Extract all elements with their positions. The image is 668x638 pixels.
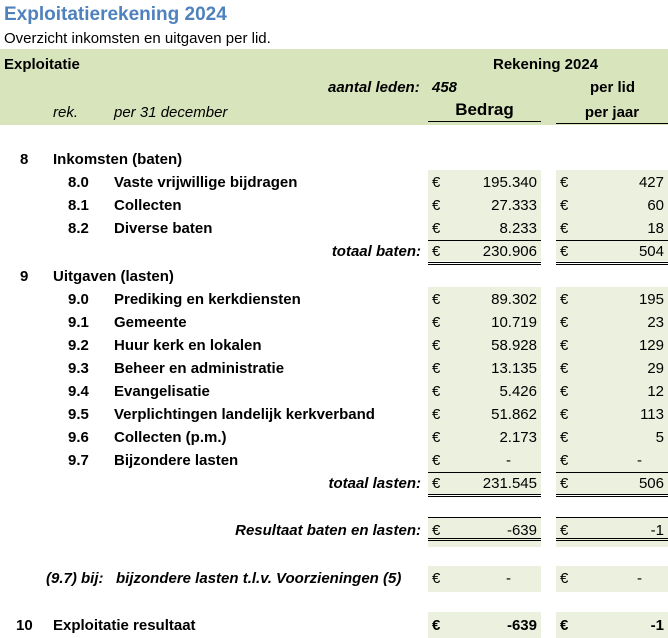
- total-amount-value: 230.906: [482, 243, 537, 260]
- exploitatie-result-per-lid-cell: [556, 617, 668, 637]
- euro-sign: €: [432, 429, 441, 446]
- row-code: 9.2: [68, 337, 89, 354]
- result-amount-cell: [428, 517, 541, 541]
- bijzonder-amount-cell: [428, 570, 541, 590]
- per-lid-value: 23: [647, 314, 664, 331]
- row-label: Collecten (p.m.): [114, 429, 227, 446]
- amount-cell: [428, 197, 541, 217]
- euro-sign: €: [560, 291, 569, 308]
- amount-value: 195.340: [482, 174, 537, 191]
- table-row: [0, 197, 668, 220]
- header-aantal-label: aantal leden:: [328, 79, 420, 96]
- per-lid-cell: [556, 291, 668, 311]
- total-per-lid-cell: [556, 475, 668, 497]
- total-row-baten: [0, 243, 668, 267]
- per-lid-value: 427: [638, 174, 664, 191]
- amount-value: 5.426: [499, 383, 537, 400]
- exploitatie-result-code: 10: [16, 617, 33, 634]
- per-lid-value: 129: [638, 337, 664, 354]
- row-label: Beheer en administratie: [114, 360, 285, 377]
- euro-sign: €: [560, 570, 569, 587]
- per-lid-cell: [556, 197, 668, 217]
- euro-sign: €: [560, 337, 569, 354]
- per-lid-cell: [556, 429, 668, 449]
- euro-sign: €: [560, 243, 569, 260]
- exploitatie-result-row: [0, 617, 668, 638]
- amount-cell: [428, 314, 541, 334]
- row-code: 8.2: [68, 220, 89, 237]
- euro-sign: €: [432, 220, 441, 237]
- total-per-lid-cell: [556, 243, 668, 265]
- euro-sign: €: [432, 475, 441, 492]
- euro-sign: €: [432, 452, 441, 469]
- euro-sign: €: [432, 337, 441, 354]
- section-label-inkomsten: Inkomsten (baten): [53, 151, 183, 168]
- amount-value: 51.862: [491, 406, 537, 423]
- table-row: [0, 452, 668, 475]
- euro-sign: €: [432, 617, 441, 634]
- amount-cell: [428, 383, 541, 403]
- total-row-lasten: [0, 475, 668, 499]
- header-per-jaar: per jaar: [556, 104, 668, 124]
- per-lid-value: 113: [640, 406, 664, 423]
- row-label: Bijzondere lasten: [114, 452, 239, 469]
- per-lid-cell: [556, 314, 668, 334]
- euro-sign: €: [560, 617, 569, 634]
- row-label: Evangelisatie: [114, 383, 210, 400]
- exploitatie-result-per-lid-value: -1: [650, 617, 664, 634]
- total-amount-value: 231.545: [482, 475, 537, 492]
- per-lid-value: 12: [647, 383, 664, 400]
- total-label: totaal baten:: [331, 243, 421, 260]
- result-per-lid-value: -1: [650, 522, 664, 539]
- row-label: Verplichtingen landelijk kerkverband: [114, 406, 375, 423]
- row-label: Huur kerk en lokalen: [114, 337, 262, 354]
- total-per-lid-value: 506: [638, 475, 664, 492]
- amount-cell: [428, 360, 541, 380]
- per-lid-cell: [556, 337, 668, 357]
- bijzonder-per-lid-cell: [556, 570, 668, 590]
- amount-value: 13.135: [491, 360, 537, 377]
- header-per-lid: per lid: [590, 79, 636, 96]
- table-row: [0, 174, 668, 197]
- result-amount-value: -639: [506, 522, 537, 539]
- row-label: Gemeente: [114, 314, 187, 331]
- table-row: [0, 220, 668, 243]
- page-title: Exploitatierekening 2024: [4, 4, 227, 25]
- header-rekening: Rekening 2024: [493, 56, 599, 73]
- per-lid-value: 18: [647, 220, 664, 237]
- section-label-uitgaven: Uitgaven (lasten): [53, 268, 174, 285]
- per-lid-cell: [556, 174, 668, 194]
- table-row: [0, 337, 668, 360]
- amount-cell: [428, 429, 541, 449]
- exploitatie-result-amount-value: -639: [506, 617, 537, 634]
- euro-sign: €: [560, 383, 569, 400]
- bijzonder-row: [0, 570, 668, 592]
- row-code: 9.1: [68, 314, 89, 331]
- table-row: [0, 429, 668, 452]
- row-code: 8.1: [68, 197, 89, 214]
- header-exploitatie: Exploitatie: [4, 56, 80, 73]
- amount-cell: [428, 220, 541, 241]
- amount-cell: [428, 291, 541, 311]
- total-label: totaal lasten:: [328, 475, 421, 492]
- euro-sign: €: [560, 360, 569, 377]
- per-lid-value: 195: [638, 291, 664, 308]
- row-code: 9.6: [68, 429, 89, 446]
- euro-sign: €: [560, 406, 569, 423]
- row-code: 9.5: [68, 406, 89, 423]
- row-label: Collecten: [114, 197, 182, 214]
- euro-sign: €: [432, 243, 441, 260]
- amount-value: 10.719: [491, 314, 537, 331]
- per-lid-value: -: [637, 452, 642, 469]
- table-row: [0, 291, 668, 314]
- per-lid-cell: [556, 360, 668, 380]
- euro-sign: €: [432, 174, 441, 191]
- euro-sign: €: [560, 475, 569, 492]
- table-row: [0, 360, 668, 383]
- table-row: [0, 383, 668, 406]
- amount-value: 2.173: [499, 429, 537, 446]
- section-code-inkomsten: 8: [20, 151, 29, 168]
- section-code-uitgaven: 9: [20, 268, 29, 285]
- bijzonder-label: (9.7) bij: bijzondere lasten t.l.v. Voorzieningen (5): [46, 570, 402, 587]
- amount-cell: [428, 406, 541, 426]
- header-bedrag: Bedrag: [428, 100, 541, 122]
- per-lid-value: 5: [655, 429, 664, 446]
- per-lid-value: 60: [647, 197, 664, 214]
- amount-cell: [428, 174, 541, 194]
- euro-sign: €: [560, 220, 569, 237]
- header-aantal-value: 458: [432, 79, 458, 96]
- bijzonder-amount-value: -: [506, 570, 511, 587]
- euro-sign: €: [560, 429, 569, 446]
- euro-sign: €: [560, 522, 569, 539]
- euro-sign: €: [432, 522, 441, 539]
- table-row: [0, 314, 668, 337]
- row-code: 9.4: [68, 383, 89, 400]
- amount-value: 8.233: [499, 220, 537, 237]
- row-code: 9.3: [68, 360, 89, 377]
- amount-value: 27.333: [491, 197, 537, 214]
- page-subtitle: Overzicht inkomsten en uitgaven per lid.: [4, 30, 271, 47]
- per-lid-cell: [556, 452, 668, 473]
- header-rek: rek.: [53, 104, 79, 121]
- bijzonder-per-lid-value: -: [637, 570, 642, 587]
- euro-sign: €: [432, 314, 441, 331]
- euro-sign: €: [432, 406, 441, 423]
- per-lid-cell: [556, 383, 668, 403]
- amount-value: 89.302: [491, 291, 537, 308]
- table-row: [0, 406, 668, 429]
- row-label: Diverse baten: [114, 220, 213, 237]
- euro-sign: €: [432, 197, 441, 214]
- result-per-lid-cell: [556, 517, 668, 541]
- per-lid-cell: [556, 406, 668, 426]
- euro-sign: €: [560, 314, 569, 331]
- euro-sign: €: [432, 360, 441, 377]
- row-code: 9.0: [68, 291, 89, 308]
- exploitatie-result-label: Exploitatie resultaat: [53, 617, 196, 634]
- euro-sign: €: [432, 291, 441, 308]
- euro-sign: €: [560, 197, 569, 214]
- euro-sign: €: [560, 452, 569, 469]
- row-code: 8.0: [68, 174, 89, 191]
- header-per-datum: per 31 december: [114, 104, 228, 121]
- row-label: Prediking en kerkdiensten: [114, 291, 301, 308]
- total-amount-cell: [428, 475, 541, 497]
- result-row: [0, 522, 668, 548]
- row-label: Vaste vrijwillige bijdragen: [114, 174, 298, 191]
- euro-sign: €: [432, 383, 441, 400]
- amount-value: -: [506, 452, 511, 469]
- result-label: Resultaat baten en lasten:: [235, 522, 421, 539]
- amount-cell: [428, 452, 541, 473]
- row-code: 9.7: [68, 452, 89, 469]
- total-per-lid-value: 504: [638, 243, 664, 260]
- total-amount-cell: [428, 243, 541, 265]
- per-lid-cell: [556, 220, 668, 241]
- amount-cell: [428, 337, 541, 357]
- euro-sign: €: [560, 174, 569, 191]
- euro-sign: €: [432, 570, 441, 587]
- per-lid-value: 29: [647, 360, 664, 377]
- exploitatie-result-amount-cell: [428, 617, 541, 637]
- amount-value: 58.928: [491, 337, 537, 354]
